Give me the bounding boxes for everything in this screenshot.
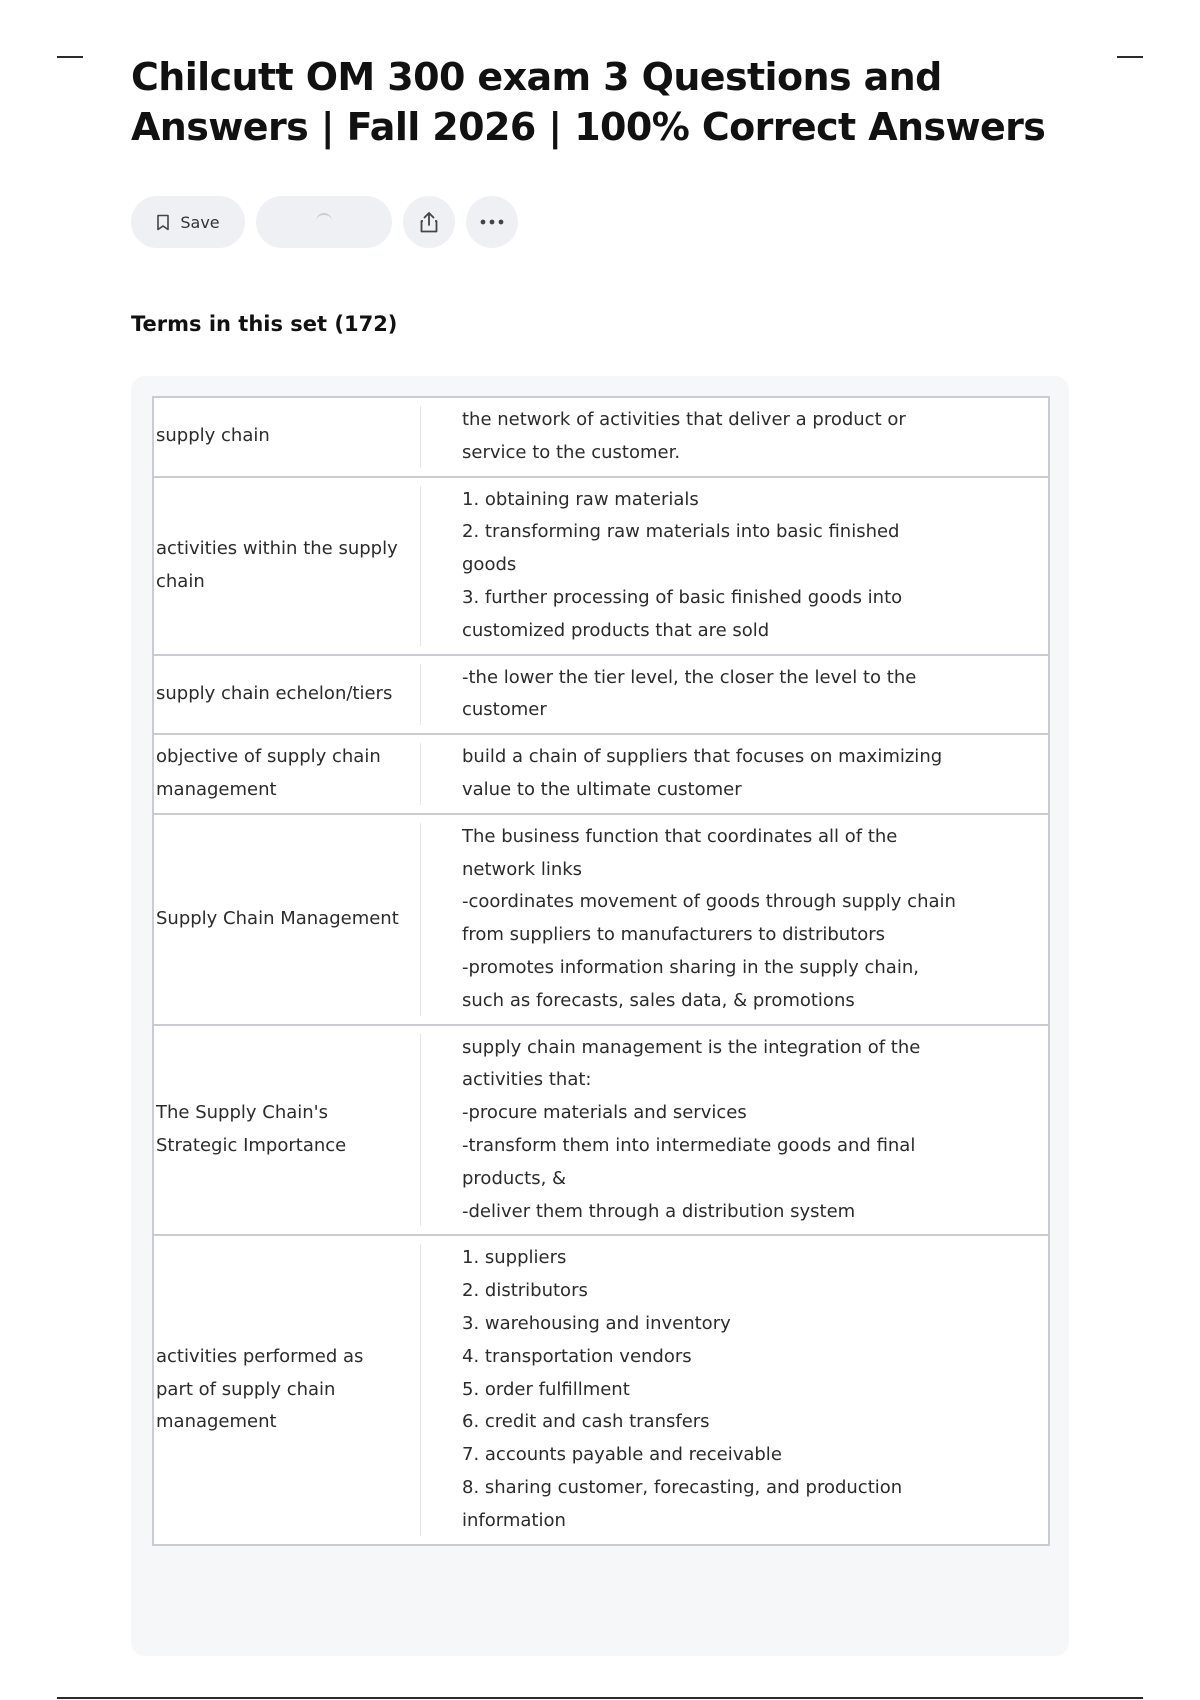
save-label: Save	[180, 212, 220, 232]
term-definition	[420, 655, 1049, 735]
term-row	[153, 814, 1049, 1025]
loading-spinner-icon	[316, 213, 332, 221]
term-row	[153, 734, 1049, 814]
definition-line: 3. further processing of basic finished goods into customized products that are sold	[462, 586, 903, 641]
definition-line: the network of activities that deliver a product or service to the customer.	[462, 409, 906, 463]
definition-line: -transform them into intermediate goods and final products, &	[462, 1134, 916, 1189]
definition-line: 3. warehousing and inventory	[462, 1312, 731, 1334]
term-definition	[420, 397, 1049, 477]
definition-line: 8. sharing customer, forecasting, and production information	[462, 1476, 903, 1531]
term-row	[153, 1235, 1049, 1544]
definition-line: supply chain management is the integration of the activities that:	[462, 1036, 921, 1091]
definition-line: 2. transforming raw materials into basic finished goods	[462, 521, 900, 576]
terms-heading: Terms in this set (172)	[131, 312, 398, 336]
definition-line: 1. obtaining raw materials	[462, 488, 699, 510]
term-text: Supply Chain Management	[153, 814, 420, 1025]
corner-dash-left	[57, 56, 83, 58]
definition-line: The business function that coordinates all of the network links	[462, 825, 898, 880]
term-text: The Supply Chain's Strategic Importance	[153, 1025, 420, 1236]
page-title: Chilcutt OM 300 exam 3 Questions and Answers | Fall 2026 | 100% Correct Answers	[131, 55, 1046, 149]
bottom-rule	[57, 1697, 1143, 1699]
term-definition	[420, 1025, 1049, 1236]
save-button[interactable]	[131, 196, 245, 248]
term-definition	[420, 1235, 1049, 1544]
term-definition	[420, 734, 1049, 814]
term-text: objective of supply chain management	[153, 734, 420, 814]
definition-line: -coordinates movement of goods through supply chain from suppliers to manufacturers to distributors	[462, 891, 956, 946]
definition-line: 7. accounts payable and receivable	[462, 1444, 782, 1466]
definition-line: -the lower the tier level, the closer the level to the customer	[462, 666, 917, 721]
definition-line: -promotes information sharing in the supply chain, such as forecasts, sales data, & promotions	[462, 956, 919, 1011]
share-icon	[418, 210, 440, 234]
definition-line: 6. credit and cash transfers	[462, 1411, 710, 1433]
definition-line: 2. distributors	[462, 1280, 588, 1302]
term-text: supply chain	[153, 397, 420, 477]
definition-line: -procure materials and services	[462, 1102, 747, 1124]
term-text: activities within the supply chain	[153, 477, 420, 655]
definition-line: -deliver them through a distribution system	[462, 1200, 856, 1222]
definition-line: build a chain of suppliers that focuses on maximizing value to the ultimate customer	[462, 746, 943, 800]
share-button[interactable]	[403, 196, 455, 248]
term-definition	[420, 814, 1049, 1025]
corner-dash-right	[1117, 56, 1143, 58]
term-row	[153, 397, 1049, 477]
term-row	[153, 477, 1049, 655]
term-text: supply chain echelon/tiers	[153, 655, 420, 735]
term-text: activities performed as part of supply chain management	[153, 1235, 420, 1544]
term-row	[153, 1025, 1049, 1236]
bookmark-icon	[156, 214, 170, 231]
definition-line: 4. transportation vendors	[462, 1345, 692, 1367]
definition-line: 5. order fulfillment	[462, 1378, 630, 1400]
terms-table	[152, 396, 1050, 1546]
toolbar	[131, 196, 518, 248]
more-horizontal-icon	[479, 218, 505, 226]
loading-button[interactable]	[256, 196, 392, 248]
more-options-button[interactable]	[466, 196, 518, 248]
term-row	[153, 655, 1049, 735]
definition-line: 1. suppliers	[462, 1247, 567, 1269]
term-definition	[420, 477, 1049, 655]
